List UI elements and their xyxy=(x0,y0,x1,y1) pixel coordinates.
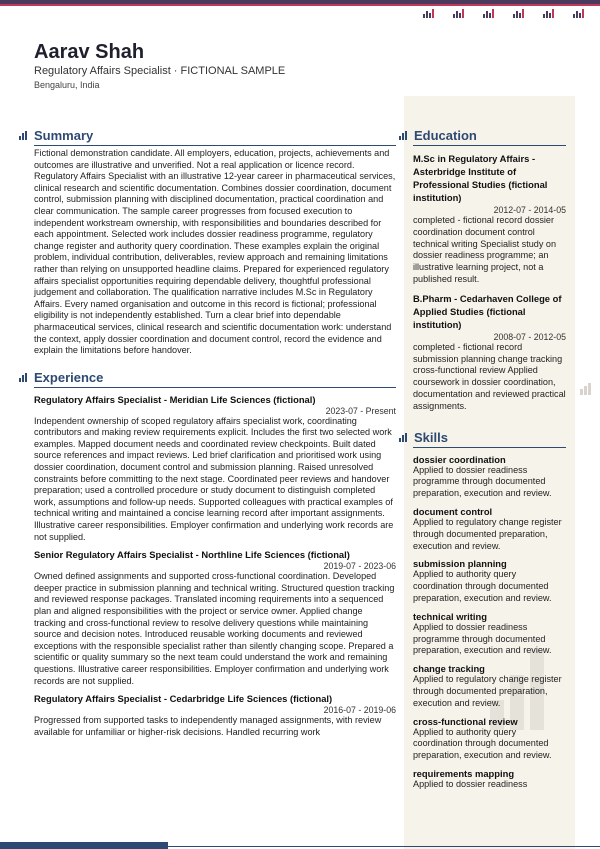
skills-section xyxy=(413,430,566,791)
education-heading xyxy=(399,128,566,143)
bar-chart-icon xyxy=(19,373,31,382)
skill-entry xyxy=(413,506,566,552)
summary-text: Fictional demonstration candidate. All employers, education, projects, achievements and outcomes are illustrative and unverified. Not a real application or licence record. Regulatory Affairs Specialist with an illustrative 12-year career in pharmaceutical services, clinical research and scientific documentation. Combines dossier coordination, document control, submission planning with disciplined documentation, practical coordination and clear communication. The sample career progresses from focused execution to independent workstream ownership, with responsibilities and boundaries described for each appointment. Selected work includes dossier readiness programme, regulatory change register and authority query coordination. These examples explain the original problem, individual contribution, deliverables, review approach and remaining limitations rather than relying on unsupported headline claims. Prepared for experienced regulatory affairs specialist opportunities requiring dependable delivery, thoughtful professional judgement and collaboration. The qualification narrative includes M.Sc in Regulatory Affairs. Every named organisation and outcome in this record is fictional; professional eligibility is not independently established. Turn a clear brief into dependable pharmaceutical services, clinical research and scientific documentation work: understand the context, apply dossier coordination and document control, record the evidence and explain the limitations before handover. xyxy=(34,148,396,356)
skill-entry xyxy=(413,716,566,762)
degree-title: B.Pharm - Cedarhaven College of Applied Studies (fictional institution) xyxy=(413,292,562,330)
skill-name: requirements mapping xyxy=(413,767,515,779)
degree-title: M.Sc in Regulatory Affairs - Asterbridge Institute of Professional Studies (fictional institution) xyxy=(413,153,548,203)
education-entry xyxy=(413,152,566,286)
bar-chart-icon xyxy=(580,383,591,395)
bar-chart-icon xyxy=(19,131,31,140)
job-title: Regulatory Affairs Specialist - Meridian Life Sciences (fictional) xyxy=(34,393,316,405)
education-section xyxy=(413,128,566,413)
skill-entry xyxy=(413,768,566,791)
skill-entry xyxy=(413,558,566,604)
section-divider xyxy=(413,447,566,448)
top-highlight-bar xyxy=(0,4,600,6)
job-entry xyxy=(34,549,396,687)
skill-description: Applied to dossier readiness programme through documented preparation, execution and review. xyxy=(413,464,552,499)
degree-dates: 2008-07 - 2012-05 xyxy=(493,331,566,342)
section-divider xyxy=(34,387,396,388)
skills-title: Skills xyxy=(414,429,448,445)
summary-section xyxy=(34,128,396,357)
skill-name: dossier coordination xyxy=(413,453,506,465)
bar-chart-icon xyxy=(543,9,554,18)
skill-name: technical writing xyxy=(413,610,487,622)
header-decoration xyxy=(423,9,584,18)
job-entry xyxy=(34,693,396,738)
bar-chart-icon xyxy=(399,433,411,442)
experience-section xyxy=(34,370,396,739)
skill-entry xyxy=(413,611,566,657)
bar-chart-icon xyxy=(453,9,464,18)
experience-heading xyxy=(19,370,396,385)
skill-entry xyxy=(413,454,566,500)
skill-name: document control xyxy=(413,505,493,517)
experience-title: Experience xyxy=(34,369,104,385)
skill-description: Applied to authority query coordination through documented preparation, execution and review. xyxy=(413,569,552,603)
candidate-location: Bengaluru, India xyxy=(34,80,100,90)
skills-heading xyxy=(399,430,566,445)
bar-chart-icon xyxy=(483,9,494,18)
job-dates: 2019-07 - 2023-06 xyxy=(323,561,396,572)
job-entry xyxy=(34,394,396,544)
skill-description: Applied to dossier readiness programme through documented preparation, execution and review. xyxy=(413,621,552,656)
job-dates: 2023-07 - Present xyxy=(325,405,396,416)
job-title: Regulatory Affairs Specialist - Cedarbridge Life Sciences (fictional) xyxy=(34,693,333,705)
summary-title: Summary xyxy=(34,128,94,143)
skill-name: cross-functional review xyxy=(413,715,518,727)
bar-chart-icon xyxy=(399,131,411,140)
job-dates: 2016-07 - 2019-06 xyxy=(323,705,396,716)
candidate-name: Aarav Shah xyxy=(34,41,145,63)
bar-chart-icon xyxy=(513,9,524,18)
summary-heading xyxy=(19,128,396,143)
degree-description: completed - fictional record dossier coordination document control technical writing Specialist study on dossier readiness programme; an illustrative learning project, not a published result. xyxy=(413,215,557,284)
sidebar-column xyxy=(413,128,566,791)
candidate-role: Regulatory Affairs Specialist · FICTIONAL SAMPLE xyxy=(34,65,286,77)
bar-chart-icon xyxy=(573,9,584,18)
bar-chart-icon xyxy=(423,9,434,18)
main-column xyxy=(34,128,396,738)
skill-name: submission planning xyxy=(413,558,507,570)
skill-entry xyxy=(413,663,566,709)
degree-dates: 2012-07 - 2014-05 xyxy=(493,205,566,215)
skill-description: Applied to regulatory change register through documented preparation, execution and review. xyxy=(413,516,562,551)
section-divider xyxy=(34,145,396,146)
job-title: Senior Regulatory Affairs Specialist - Northline Life Sciences (fictional) xyxy=(34,549,350,561)
education-entry xyxy=(413,292,566,413)
resume-header xyxy=(34,41,414,90)
skill-description: Applied to authority query coordination through documented preparation, execution and review. xyxy=(413,726,552,761)
skill-description: Applied to regulatory change register through documented preparation, execution and review. xyxy=(413,674,562,708)
job-description: Owned defined assignments and supported cross-functional coordination. Developed deeper practice in submission planning and technical writing. Structured question tracking and reviewed response packages. Translated incoming requirements into a sequenced plan and aligned responsibilities with the project or service owner. Applied change tracking and cross-functional review to resolve delivery questions while maintaining source and decision notes. Introduced reusable working documents and reviewed exceptions with the responsible specialist rather than silently changing scope. Prepared a scientific or quality summary so the next team could understand the work and remaining questions. Illustrative career responsibilities. Employer confirmation and underlying work records are not supplied. xyxy=(34,571,395,686)
job-description: Independent ownership of scoped regulatory affairs specialist work, coordinating contributors and making review requirements explicit. Includes the first two selected work examples. Mapped document needs and coordinated review checkpoints. Built dated source references and impact reviews. Led brief clarification and prioritised work using dossier coordination, document control and submission planning. Raised unresolved constraints before committing to the next stage. Coordinated peer reviews and handover preparation; used a controlled procedure or study document to distinguish completed work, assumptions and follow-up needs. Supported colleagues with practical examples of technical writing and maintained a concise learning record after important assignments. Illustrative career responsibilities. Employer confirmation and underlying work records are not supplied. xyxy=(34,415,394,542)
section-divider xyxy=(413,145,566,146)
skill-name: change tracking xyxy=(413,663,485,675)
education-title: Education xyxy=(414,128,477,143)
skill-description: Applied to dossier readiness xyxy=(413,778,528,789)
bottom-accent-bar xyxy=(0,842,168,849)
degree-description: completed - fictional record submission planning change tracking cross-functional review Applied coursework in dossier coordination, documentation and reviewed practical assignments. xyxy=(413,341,566,411)
bottom-rule xyxy=(168,846,600,847)
job-description: Progressed from supported tasks to independently managed assignments, with review available for unfamiliar or higher-risk decisions. Handled recurring work xyxy=(34,715,382,737)
